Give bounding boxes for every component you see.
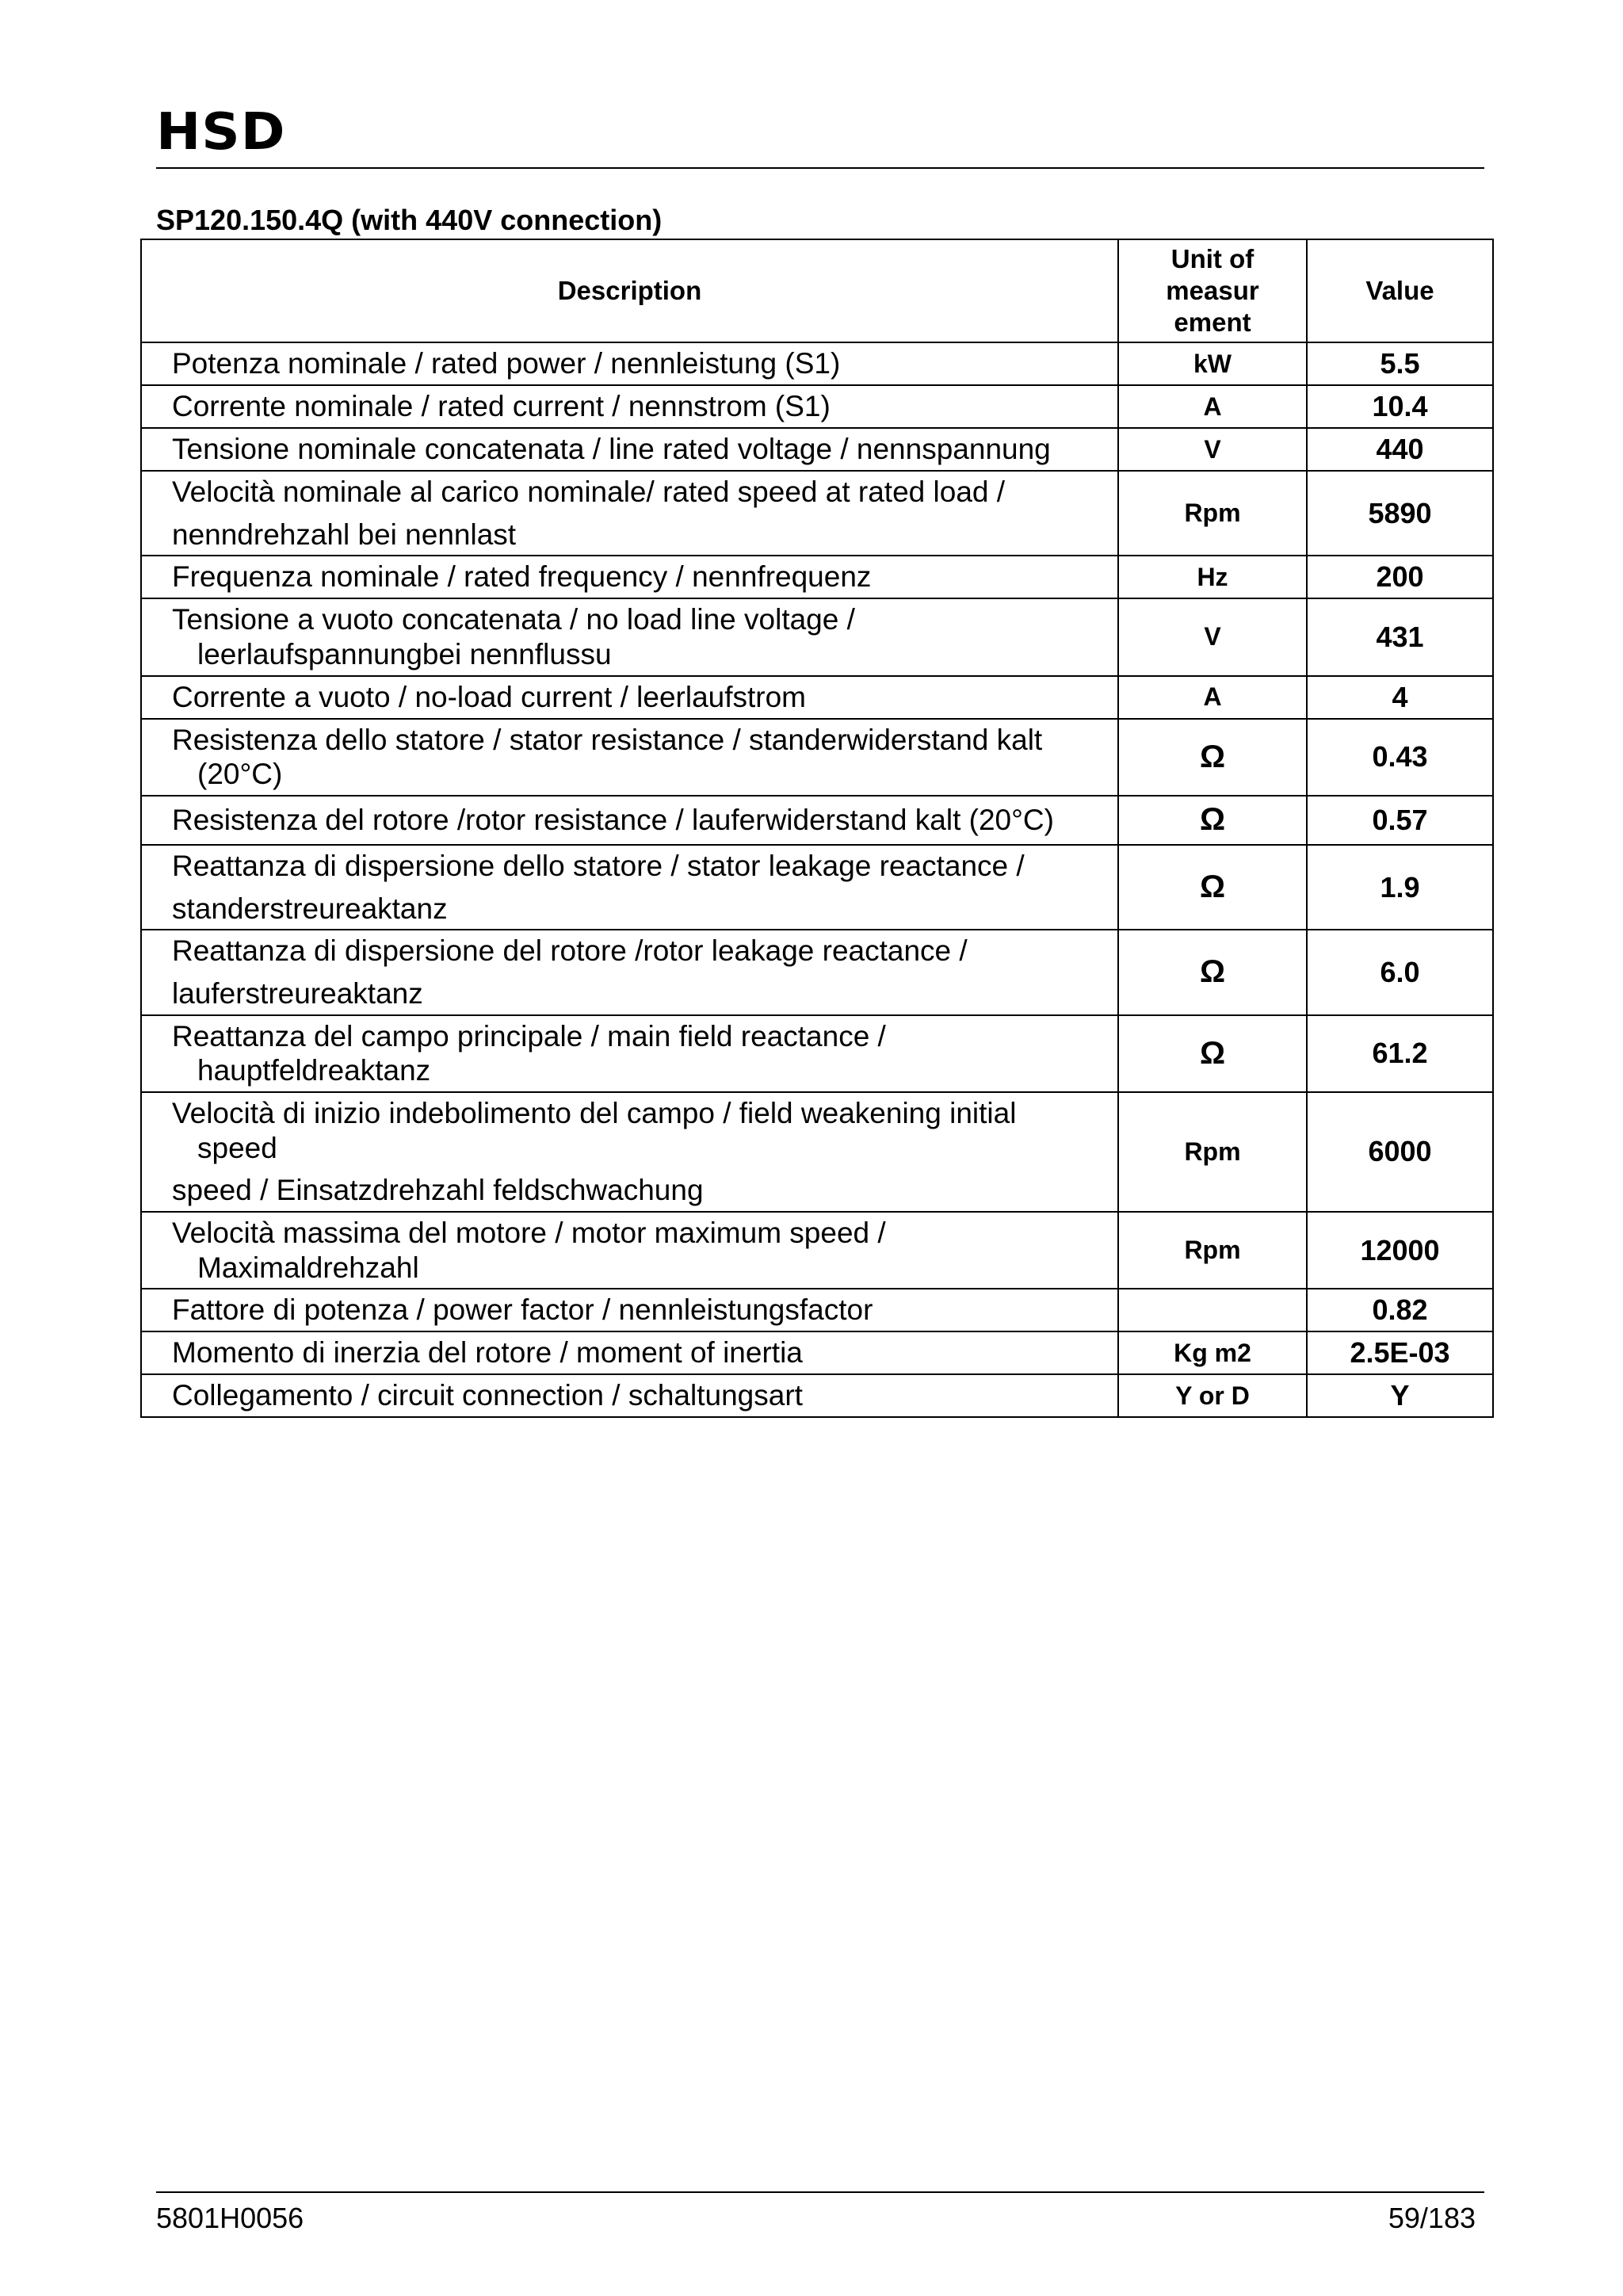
row-description — [141, 471, 1118, 556]
row-unit: Ω — [1118, 1015, 1307, 1092]
row-unit: kW — [1118, 342, 1307, 385]
table-row — [141, 930, 1493, 1014]
table-row — [141, 598, 1493, 675]
row-value: 10.4 — [1307, 385, 1493, 428]
row-description-line: Momento di inerzia del rotore / moment of inertia — [172, 1336, 803, 1370]
row-description-line: Velocità nominale al carico nominale/ rated speed at rated load / — [172, 476, 1006, 508]
row-description — [141, 845, 1118, 930]
row-value: 440 — [1307, 428, 1493, 471]
row-description-line: nenndrehzahl bei nennlast — [172, 518, 517, 551]
row-description-line: Maximaldrehzahl — [197, 1251, 419, 1284]
document-code: 5801H0056 — [156, 2202, 304, 2234]
header-unit-line: ement — [1174, 308, 1251, 338]
header-unit-line: Unit of — [1170, 243, 1254, 273]
row-value: 6000 — [1307, 1092, 1493, 1212]
row-description — [141, 1289, 1118, 1331]
row-description — [141, 598, 1118, 675]
row-description-line: Potenza nominale / rated power / nennleistung (S1) — [172, 347, 841, 380]
row-unit: Ω — [1118, 930, 1307, 1014]
row-description-line: Corrente nominale / rated current / nennstrom (S1) — [172, 390, 831, 423]
row-value: 5890 — [1307, 471, 1493, 556]
row-description — [141, 796, 1118, 845]
row-description-line: Velocità di inizio indebolimento del campo / field weakening initial — [172, 1096, 1017, 1129]
table-row — [141, 1374, 1493, 1417]
row-value: 0.43 — [1307, 719, 1493, 796]
header-divider — [156, 167, 1484, 169]
row-value: 61.2 — [1307, 1015, 1493, 1092]
row-description — [141, 1015, 1118, 1092]
row-value: 0.57 — [1307, 796, 1493, 845]
table-row — [141, 1331, 1493, 1374]
specifications-table — [140, 239, 1494, 1418]
row-unit: Kg m2 — [1118, 1331, 1307, 1374]
row-description-line: speed / Einsatzdrehzahl feldschwachung — [172, 1174, 704, 1207]
row-value: Y — [1307, 1374, 1493, 1417]
row-value: 12000 — [1307, 1212, 1493, 1289]
row-description — [141, 1092, 1118, 1212]
row-description-line: (20°C) — [197, 758, 283, 791]
table-row — [141, 428, 1493, 471]
table-row — [141, 719, 1493, 796]
row-value: 2.5E-03 — [1307, 1331, 1493, 1374]
row-unit — [1118, 1289, 1307, 1331]
row-value: 6.0 — [1307, 930, 1493, 1014]
row-value: 431 — [1307, 598, 1493, 675]
row-unit: Rpm — [1118, 471, 1307, 556]
table-row — [141, 1092, 1493, 1212]
table-row — [141, 1212, 1493, 1289]
header-value: Value — [1307, 239, 1493, 342]
row-description — [141, 930, 1118, 1014]
table-row — [141, 1289, 1493, 1331]
row-value: 200 — [1307, 556, 1493, 598]
row-description-line: speed — [197, 1131, 277, 1164]
row-description-line: leerlaufspannungbei nennflussu — [197, 637, 612, 670]
table-row — [141, 385, 1493, 428]
table-row — [141, 1015, 1493, 1092]
row-unit: Ω — [1118, 845, 1307, 930]
page-number: 59/183 — [1388, 2202, 1476, 2234]
row-description-line: Resistenza dello statore / stator resistance / standerwiderstand kalt — [172, 723, 1043, 756]
row-description-line: hauptfeldreaktanz — [197, 1054, 431, 1087]
row-unit: A — [1118, 676, 1307, 719]
row-description — [141, 385, 1118, 428]
row-value: 4 — [1307, 676, 1493, 719]
row-description-line: standerstreureaktanz — [172, 892, 448, 925]
row-description — [141, 342, 1118, 385]
footer-divider — [156, 2191, 1484, 2193]
row-description-line: Reattanza del campo principale / main field reactance / — [172, 1019, 886, 1052]
row-description-line: Fattore di potenza / power factor / nennleistungsfactor — [172, 1293, 873, 1327]
row-description — [141, 556, 1118, 598]
table-row — [141, 471, 1493, 556]
row-description-line: Tensione a vuoto concatenata / no load line voltage / — [172, 603, 855, 636]
row-unit: A — [1118, 385, 1307, 428]
row-description — [141, 719, 1118, 796]
row-unit: Y or D — [1118, 1374, 1307, 1417]
row-description-line: Corrente a vuoto / no-load current / leerlaufstrom — [172, 680, 806, 713]
row-description-line: Collegamento / circuit connection / schaltungsart — [172, 1379, 803, 1412]
row-value: 1.9 — [1307, 845, 1493, 930]
row-value: 0.82 — [1307, 1289, 1493, 1331]
table-row — [141, 676, 1493, 719]
row-description — [141, 428, 1118, 471]
row-description-line: Frequenza nominale / rated frequency / nennfrequenz — [172, 560, 872, 594]
row-description — [141, 1331, 1118, 1374]
table-row — [141, 845, 1493, 930]
row-unit: Ω — [1118, 796, 1307, 845]
header-description: Description — [141, 239, 1118, 342]
row-description-line: Reattanza di dispersione del rotore /rotor leakage reactance / — [172, 934, 968, 968]
row-description-line: Reattanza di dispersione dello statore / stator leakage reactance / — [172, 849, 1025, 882]
table-row — [141, 556, 1493, 598]
section-title: SP120.150.4Q (with 440V connection) — [156, 204, 663, 236]
row-unit: V — [1118, 428, 1307, 471]
row-description-line: Resistenza del rotore /rotor resistance / lauferwiderstand kalt (20°C) — [172, 804, 1054, 837]
row-description — [141, 1374, 1118, 1417]
table-row — [141, 796, 1493, 845]
row-description-line: Velocità massima del motore / motor maximum speed / — [172, 1216, 886, 1249]
row-unit: Ω — [1118, 719, 1307, 796]
table-header-row — [141, 239, 1493, 342]
company-logo: HSD — [156, 103, 286, 162]
row-description — [141, 676, 1118, 719]
row-unit: Rpm — [1118, 1212, 1307, 1289]
row-unit: Hz — [1118, 556, 1307, 598]
row-description-line: lauferstreureaktanz — [172, 976, 423, 1010]
row-unit: Rpm — [1118, 1092, 1307, 1212]
row-description — [141, 1212, 1118, 1289]
header-unit — [1118, 239, 1307, 342]
row-unit: V — [1118, 598, 1307, 675]
row-value: 5.5 — [1307, 342, 1493, 385]
row-description-line: Tensione nominale concatenata / line rated voltage / nennspannung — [172, 433, 1051, 466]
table-row — [141, 342, 1493, 385]
header-unit-line: measur — [1166, 275, 1259, 305]
